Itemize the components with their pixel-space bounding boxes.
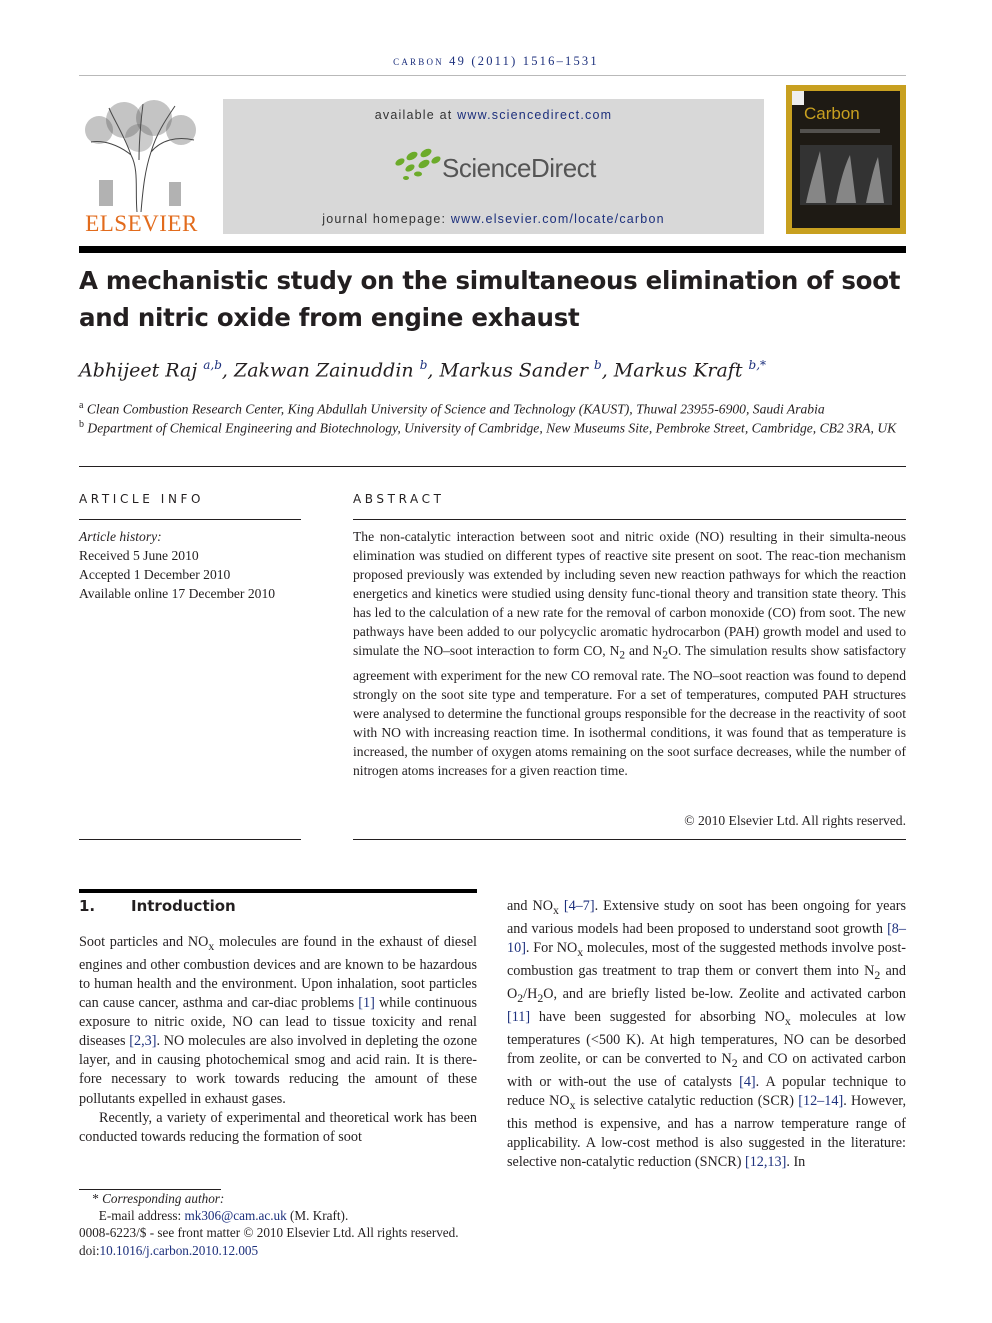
article-info-heading: ARTICLE INFO: [79, 492, 205, 506]
paragraph: and $NO_x$ [4–7]. Extensive study on soot has been ongoing for years and various models had been proposed to understand soot growth [8–10]. For $NO_x$ molecules, most of the suggested methods involve post-combustion gas treatment to trap them or convert them into $N_2$ and $O_2/H_2O$, and are briefly listed be-low. Zeolite and activated carbon [11] have been suggested for absorbing $NO_x$ molecules at low temperatures (<500 K). At high temperatures, NO can be desorbed from zeolite, or can be converted to $N_2$ and CO on activated carbon with or with-out the use of catalysts [4]. A popular technique to reduce $NO_x$ is selective catalytic reduction (SCR) [12–14]. However, this method is expensive, and has a narrow temperature range of applicability. A low-cost method is also suggested in the literature: selective non-catalytic reduction (SNCR) [12,13]. In: [507, 898, 907, 1170]
issn-note: 0008-6223/$ - see front matter © 2010 Elsevier Ltd. All rights reserved.: [79, 1225, 459, 1241]
abstract-text: The non-catalytic interaction between soot and nitric oxide (NO) resulting in their simulta-neous elimination was studied on different types of reactive site present on soot. The reac-tion mechanism proposed previously was extended by including seven new reaction pathways for which the reaction energetics and kinetics were studied using density func-tional theory and transition state theory. This has led to the calculation of a new rate for the removal of carbon monoxide (CO) from soot. The new pathways have been added to our polycyclic aromatic hydrocarbon (PAH) growth model and used to simulate the NO–soot interaction to form CO, $N_2$ and $N_2O$. The simulation results show satisfactory agreement with experiment for the new CO removal rate. The NO–soot reaction was found to depend strongly on the soot site type and temperature. For a set of temperatures, computed PAH structures were analysed to determine the functional groups responsible for the decrease in the reactivity of soot with NO with increasing reaction time. In isothermal conditions, it was found that as temperature is increased, the number of oxygen atoms remaining on the soot surface decreases, while the number of nitrogen atoms increases for a given reaction time.: [353, 529, 907, 779]
corresponding-label: Corresponding author:: [102, 1191, 225, 1206]
journal-homepage-link[interactable]: www.elsevier.com/locate/carbon: [450, 212, 665, 226]
email-name: (M. Kraft).: [290, 1208, 349, 1224]
affiliation-rule: [79, 466, 906, 467]
sciencedirect-link[interactable]: www.sciencedirect.com: [457, 108, 613, 122]
homepage-label: journal homepage:: [322, 212, 447, 226]
affiliation-key: a: [79, 400, 84, 411]
doi-note: [79, 1242, 459, 1259]
author-name: Markus Sander: [439, 359, 588, 382]
abstract-rule: [353, 519, 906, 520]
paragraph: Recently, a variety of experimental and theoretical work has been conducted towards reducing the formation of soot: [79, 1109, 477, 1145]
email-note: [79, 1207, 459, 1224]
email-label: E-mail address:: [98, 1208, 182, 1224]
journal-cover-image: [786, 85, 906, 234]
author-affil-ref[interactable]: b: [594, 358, 602, 372]
corresponding-author-note: * Corresponding author:: [79, 1191, 225, 1206]
author-name: Markus Kraft: [613, 359, 743, 382]
history-label: Article history:: [79, 529, 162, 544]
running-head: carbon 49 (2011) 1516–1531: [393, 54, 599, 68]
citation-link[interactable]: [12–14]: [798, 1092, 844, 1109]
section-number: 1.: [79, 897, 96, 915]
citation-link[interactable]: [8–10]: [507, 920, 906, 957]
citation-link[interactable]: [4–7]: [563, 898, 595, 914]
received-date: Received 5 June 2010: [79, 548, 199, 563]
article-info-bottom-rule: [79, 839, 301, 840]
affiliation-b: [79, 415, 909, 438]
article-info-rule: [79, 519, 301, 520]
abstract-copyright: © 2010 Elsevier Ltd. All rights reserved.: [684, 813, 906, 828]
citation-link[interactable]: [2,3]: [129, 1033, 157, 1050]
online-date: Available online 17 December 2010: [79, 586, 276, 601]
doi-label: doi:: [79, 1242, 100, 1258]
author-name: Abhijeet Raj: [79, 359, 198, 382]
abstract-bottom-rule: [353, 839, 906, 840]
paragraph: Soot particles and $NO_x$ molecules are found in the exhaust of diesel engines and other combustion devices and are known to be hazardous to human health and the environment. Upon inhalation, soot particles can cause cancer, asthma and car-diac problems [1] while continuous exposure to nitric oxide, NO can lead to tissue toxicity and renal diseases [2,3]. NO molecules are also involved in depleting the ozone layer, and in causing photochemical smog and acid rain. It is there-fore necessary to work towards reducing the amount of these pollutants expelled in exhaust gases.: [79, 934, 477, 1107]
available-at-line: [223, 108, 764, 122]
abstract-heading: ABSTRACT: [353, 492, 445, 506]
doi-link[interactable]: 10.1016/j.carbon.2010.12.005: [99, 1242, 259, 1258]
affiliation-text: Department of Chemical Engineering and Biotechnology, University of Cambridge, New Museums Site, Pembroke Street, Cambridge, CB2 3RA, UK: [87, 420, 897, 436]
available-at-label: available at: [374, 108, 453, 122]
body-column-left: [79, 933, 477, 1147]
author-name: Zakwan Zainuddin: [234, 359, 414, 382]
citation-link[interactable]: [1]: [358, 995, 375, 1012]
sciencedirect-wordmark: ScienceDirect: [442, 153, 596, 183]
elsevier-wordmark: ELSEVIER: [85, 211, 198, 236]
journal-homepage-line: [223, 212, 764, 226]
title-top-rule: [79, 246, 906, 253]
section-heading: [79, 897, 236, 915]
author-list: Abhijeet Raj $^{a,b}$, Zakwan Zainuddin $^b$, Markus Sander $^b$, Markus Kraft $^{b,*}$: [79, 358, 767, 382]
body-column-right: [507, 897, 906, 1172]
section-rule: [79, 889, 477, 893]
author-affil-ref[interactable]: a,b: [203, 358, 222, 372]
cover-title: Carbon: [804, 104, 860, 123]
section-title: Introduction: [131, 897, 236, 915]
citation-link[interactable]: [4]: [739, 1073, 756, 1090]
article-title: A mechanistic study on the simultaneous elimination of soot and nitric oxide from engine exhaust: [79, 266, 901, 332]
email-link[interactable]: mk306@cam.ac.uk: [184, 1208, 287, 1224]
author-affil-ref[interactable]: b,*: [748, 358, 767, 372]
citation-link[interactable]: [11]: [507, 1008, 531, 1025]
affiliation-key: b: [79, 419, 84, 430]
citation-link[interactable]: [12,13]: [744, 1153, 787, 1170]
footnotes: [79, 1188, 459, 1259]
elsevier-tree-logo: [79, 100, 204, 212]
article-history: [79, 527, 275, 603]
author-affil-ref[interactable]: b: [419, 358, 428, 372]
affiliation-text: Clean Combustion Research Center, King Abdullah University of Science and Technology (KAUST), Thuwal 23955-6900, Saudi Arabia: [86, 401, 825, 417]
header-divider: [79, 75, 906, 76]
accepted-date: Accepted 1 December 2010: [79, 567, 231, 582]
